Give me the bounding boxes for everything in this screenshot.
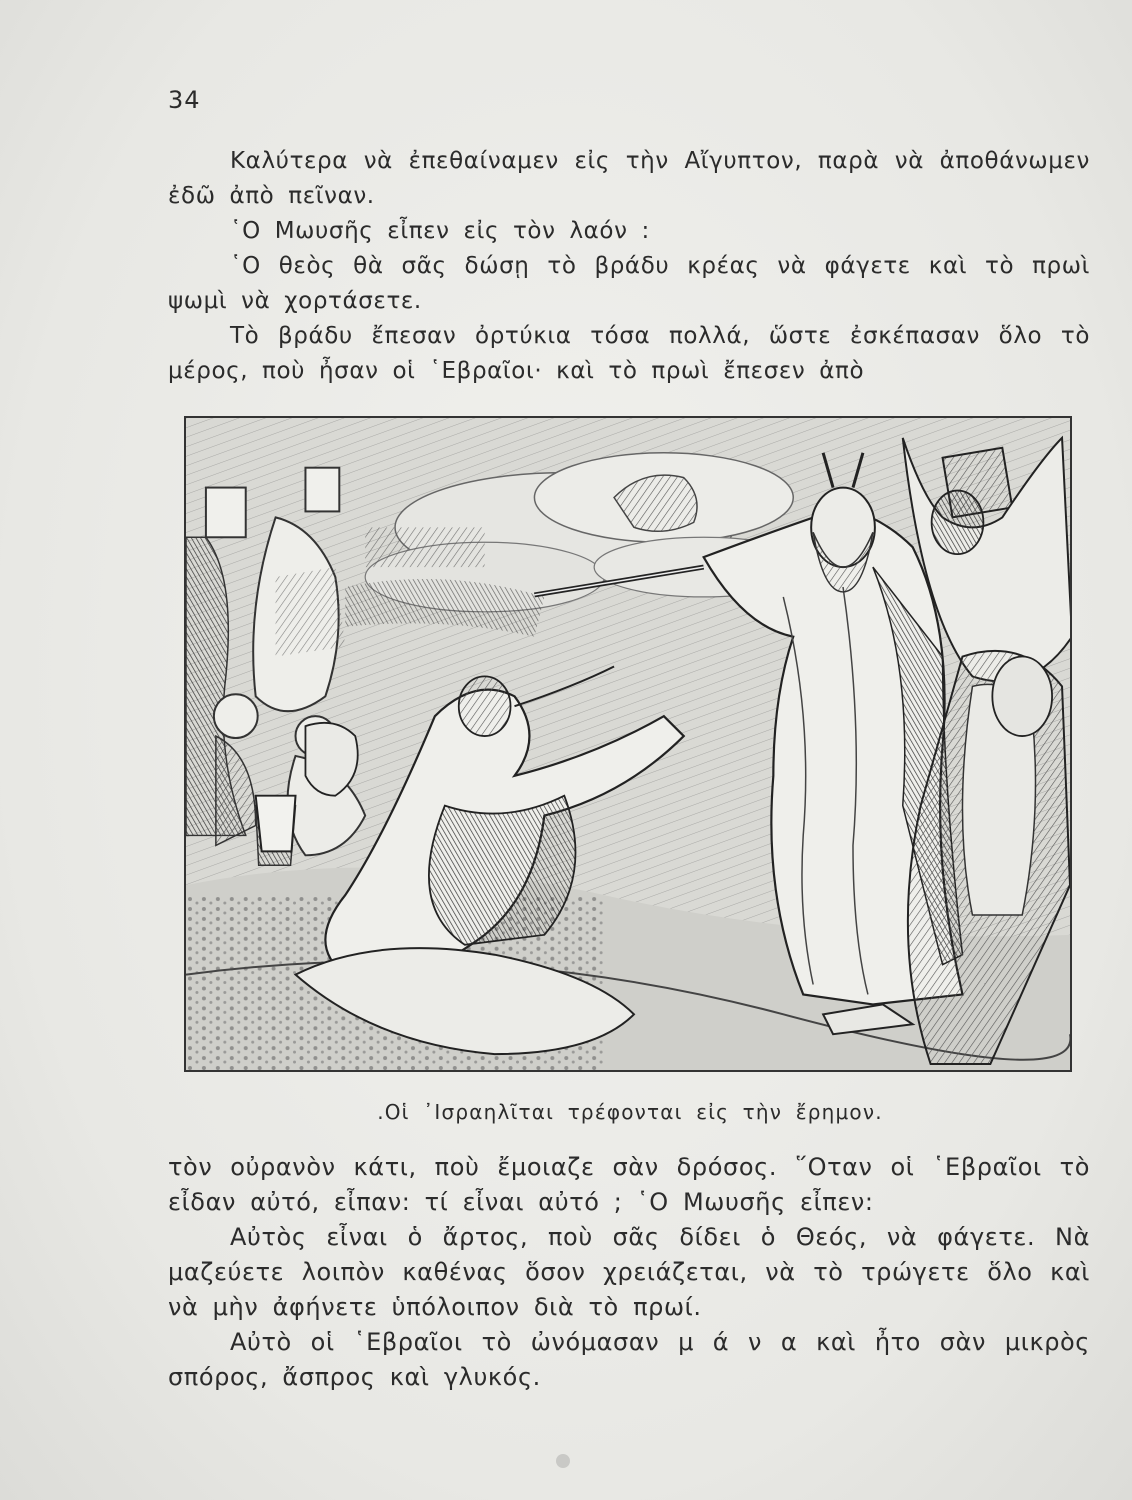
paragraph: Καλύτερα νὰ ἐπεθαίναμεν εἰς τὴν Αἴγυπτον, παρὰ νὰ ἀποθάνωμεν ἐδῶ ἀπὸ πεῖναν. bbox=[168, 148, 1090, 209]
paragraph: Τὸ βράδυ ἔπεσαν ὀρτύκια τόσα πολλά, ὥστε ἐσκέπασαν ὅλο τὸ μέρος, ποὺ ἦσαν οἱ ῾Εβραῖοι· καὶ τὸ πρωὶ ἔπεσεν ἀπὸ bbox=[168, 323, 1090, 384]
paragraph: τὸν οὐρανὸν κάτι, ποὺ ἔμοιαζε σὰν δρόσος. ῞Οταν οἱ ῾Εβραῖοι τὸ εἶδαν αὐτό, εἶπαν: τί εἶναι αὐτό ; ῾Ο Μωυσῆς εἶπεν: bbox=[168, 1153, 1090, 1216]
figure-caption: .Οἱ ᾽Ισραηλῖται τρέφονται εἰς τὴν ἔρημον. bbox=[377, 1100, 883, 1124]
paragraph: Αὐτὸς εἶναι ὁ ἄρτος, ποὺ σᾶς δίδει ὁ Θεός, νὰ φάγετε. Νὰ μαζεύετε λοιπὸν καθένας ὅσον χρειάζεται, νὰ τὸ τρώγετε ὅλο καὶ νὰ μὴν ἀφήνετε ὑπόλοιπον διὰ τὸ πρωί. bbox=[168, 1223, 1090, 1321]
text-block-bottom bbox=[168, 1150, 1090, 1395]
engraving-drawing bbox=[186, 418, 1070, 1070]
paragraph: ῾Ο Μωυσῆς εἶπεν εἰς τὸν λαόν : bbox=[230, 218, 650, 244]
page-number: 34 bbox=[168, 86, 201, 114]
text-block-top bbox=[168, 144, 1090, 389]
paragraph: Αὐτὸ οἱ ῾Εβραῖοι τὸ ὠνόμασαν μ ά ν α καὶ ἦτο σὰν μικρὸς σπόρος, ἄσπρος καὶ γλυκός. bbox=[168, 1328, 1090, 1391]
paper-speck bbox=[556, 1454, 570, 1468]
paragraph: ῾Ο θεὸς θὰ σᾶς δώσῃ τὸ βράδυ κρέας νὰ φάγετε καὶ τὸ πρωὶ ψωμὶ νὰ χορτάσετε. bbox=[168, 253, 1090, 314]
engraving-illustration bbox=[184, 416, 1072, 1072]
